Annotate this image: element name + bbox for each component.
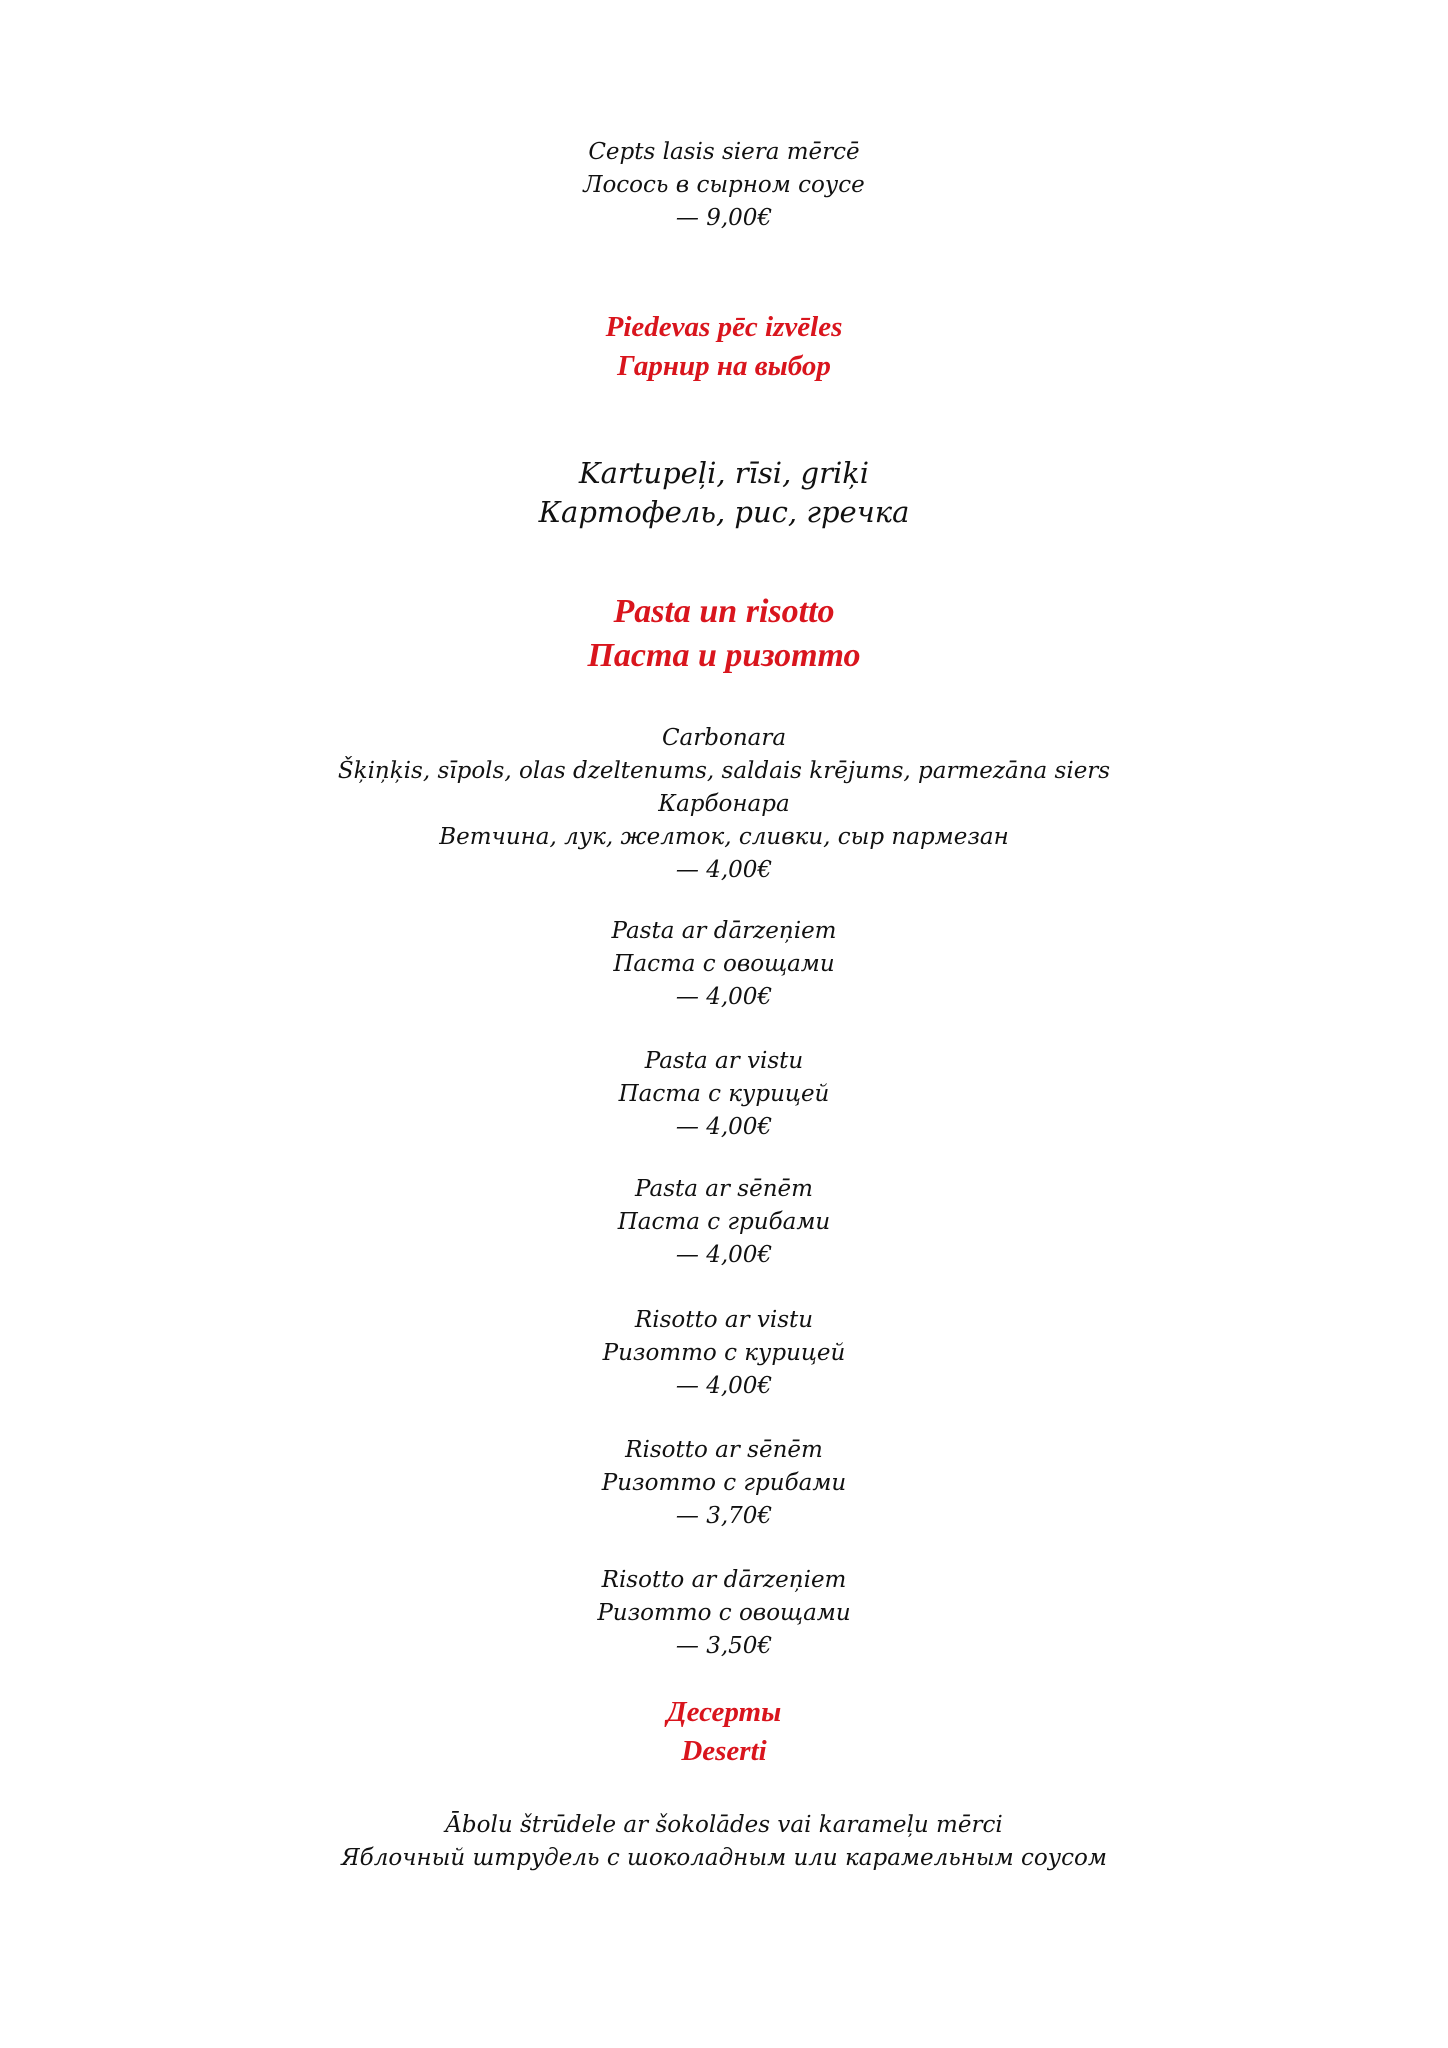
dish-name-lv: Pasta ar dārzeņiem [611,918,837,944]
menu-item-pasta-mushrooms [0,1173,1448,1272]
dish-price: — 4,00€ [675,1373,773,1399]
heading-ru: Десерты [666,1696,782,1728]
dish-price: — 4,00€ [675,984,773,1010]
menu-item-risotto-vegetables [0,1564,1448,1663]
dish-description-ru: Ветчина, лук, желток, сливки, сыр пармезан [439,824,1009,850]
dish-name-lv: Risotto ar dārzeņiem [601,1567,847,1593]
menu-item-strudel [0,1809,1448,1875]
section-heading-garnish [0,308,1448,386]
menu-item-pasta-chicken [0,1045,1448,1144]
heading-ru: Гарнир на выбор [617,350,831,382]
section-heading-desserts [0,1693,1448,1771]
dish-name-ru: Паста с грибами [617,1209,831,1235]
dish-name-ru: Паста с курицей [618,1081,830,1107]
dish-name-ru: Лосось в сырном соусе [583,172,865,198]
garnish-ru: Картофель, рис, гречка [538,495,910,529]
menu-item-risotto-mushrooms [0,1434,1448,1533]
garnish-lv: Kartupeļi, rīsi, griķi [578,456,870,490]
menu-item-risotto-chicken [0,1304,1448,1403]
dish-name-lv: Risotto ar vistu [634,1307,814,1333]
dish-name-ru: Ризотто с курицей [602,1340,846,1366]
dish-name-lv: Ābolu štrūdele ar šokolādes vai karameļu mērci [445,1812,1003,1838]
heading-lv: Piedevas pēc izvēles [605,311,843,343]
dish-price: — 3,50€ [675,1633,773,1659]
dish-name-lv: Pasta ar vistu [644,1048,804,1074]
dish-name-lv: Carbonara [661,725,787,751]
dish-price: — 9,00€ [675,205,773,231]
heading-ru: Паста и ризотто [587,637,861,674]
dish-price: — 3,70€ [675,1503,773,1529]
dish-name-lv: Risotto ar sēnēm [625,1437,823,1463]
section-heading-pasta [0,590,1448,678]
menu-item-carbonara [0,722,1448,887]
dish-name-ru: Ризотто с грибами [601,1470,847,1496]
dish-name-ru: Карбонара [658,791,790,817]
dish-description-lv: Šķiņķis, sīpols, olas dzeltenums, saldais krējums, parmezāna siers [337,758,1111,784]
dish-price: — 4,00€ [675,857,773,883]
dish-name-ru: Паста с овощами [613,951,835,977]
menu-item-pasta-vegetables [0,915,1448,1014]
dish-price: — 4,00€ [675,1242,773,1268]
heading-lv: Pasta un risotto [613,593,835,630]
dish-name-ru: Ризотто с овощами [597,1600,851,1626]
dish-name-ru: Яблочный штрудель с шоколадным или карамельным соусом [341,1845,1107,1871]
dish-price: — 4,00€ [675,1114,773,1140]
dish-name-lv: Cepts lasis siera mērcē [588,139,860,165]
menu-item-salmon [0,136,1448,235]
menu-item-garnish [0,454,1448,532]
heading-lv: Deserti [681,1735,767,1767]
dish-name-lv: Pasta ar sēnēm [635,1176,813,1202]
